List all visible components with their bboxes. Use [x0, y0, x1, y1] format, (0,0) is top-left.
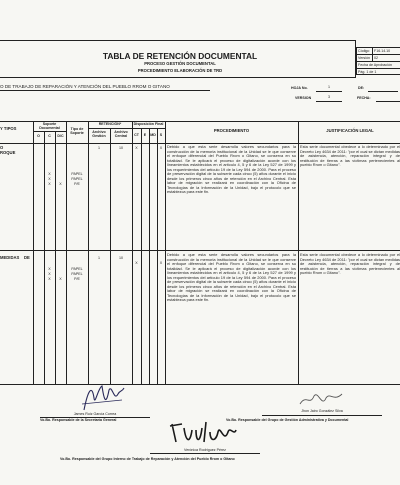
row1-mark: X: [48, 177, 51, 181]
codigo-value: F16.14.10: [374, 49, 391, 53]
col-s: S: [159, 133, 163, 137]
col-c: C: [48, 134, 51, 138]
signature-1-role: Vo.Bo. Responsable de la Secretaría General: [40, 418, 117, 422]
pagina-label: Pág. 1 de 1: [358, 70, 377, 74]
row1-soporte: P/E: [74, 182, 80, 186]
fecha2-label: FECHA:: [357, 96, 371, 100]
row2-mark: X: [48, 277, 51, 281]
col-disposicion-final: Disposición Final: [133, 122, 164, 126]
row2-gestion: 1: [98, 256, 100, 260]
col-archivo-central: Archivo Central: [114, 130, 128, 139]
signature-3-image: [166, 418, 240, 448]
row2-soporte: PAPEL: [71, 267, 83, 271]
document-title: TABLA DE RETENCIÓN DOCUMENTAL: [102, 51, 258, 61]
col-e: E: [143, 133, 147, 137]
version2-value: 3: [328, 95, 330, 99]
signature-3-name: Verónica Rodríguez Pérez: [184, 448, 226, 452]
row1-justificacion: Esta serie documental obedece a lo determinado por el Decreto Ley 4634 de 2011: "por el cual se dictan medidas de asistencia, atención, reparación integral y de restitución de tierras a las víctimas pertenecientes al pueblo Rrom o Gitano".: [300, 144, 400, 168]
col-tipos: Y TIPOS: [0, 126, 17, 131]
col-justificacion: JUSTIFICACIÓN LEGAL: [326, 128, 374, 133]
col-o: O: [37, 134, 40, 138]
version-value: 02: [374, 56, 378, 60]
row2-s: X: [159, 261, 163, 265]
hoja-label: HOJA No.: [291, 86, 308, 90]
version2-label: VERSION: [295, 96, 312, 100]
office-line: O DE TRABAJO DE REPARACIÓN Y ATENCIÓN DEL PUEBLO RROM O GITANO: [0, 84, 170, 89]
version-label: Versión: [358, 56, 370, 60]
row1-soporte: PAPEL: [71, 172, 83, 176]
col-md: MD: [150, 133, 156, 137]
col-soporte-documental: Soporte Documental: [39, 122, 60, 131]
row1-ct: X: [135, 146, 138, 150]
row2-mark: X: [59, 277, 62, 281]
row1-procedimiento: Debido a que esta serie desarrolla valores secundarios para la construcción de la memoria institucional de la Unidad se le que conserve el enfoque diferencial del Pueblo Rrom o Gitano, se conserva en su totalidad. Se le aplicará el proceso de digitalización acorde con los lineamientos establecidos en el artículo 4, 5 y 6 de la Ley 527 de 1999 y los requerimientos del artículo 19 de la Ley 594 de 2000. Para el proceso de preservación digital de la subserie cada cinco (5) años durante el inicio desde los primeros cinco años de retención en el Archivo Central. Esta labor de migración se realizará en coordinación con la Oficina de Tecnologías de la Información de la Unidad, bajo el protocolo que se establezca para este fin.: [167, 144, 296, 195]
row2-justificacion: Esta serie documental obedece a lo determinado por el Decreto Ley 4634 de 2011: "por el cual se dictan medidas de asistencia, atención, reparación integral y de restitución de tierras a las víctimas pertenecientes al pueblo Rrom o Gitano".: [300, 252, 400, 276]
document-subtitle-procedure: PROCEDIMIENTO ELABORACIÓN DE TRD: [137, 68, 223, 73]
col-archivo-gestion: Archivo Gestión: [92, 130, 106, 139]
document-subtitle-process: PROCESO GESTIÓN DOCUMENTAL: [144, 61, 216, 66]
row1-soporte: PAPEL: [71, 177, 83, 181]
de-label: DE:: [358, 86, 365, 90]
signature-1-name: James Ruiz García Correa: [73, 412, 117, 416]
col-dc: D/C: [57, 134, 64, 138]
signature-1-image: [78, 380, 128, 416]
row1-label-2: ROQUE: [0, 150, 16, 155]
row1-mark: X: [59, 182, 62, 186]
row2-label-2: DE: [24, 255, 30, 260]
signature-2-name: Jhon Jairo González Silva: [301, 409, 343, 413]
row2-procedimiento: Debido a que esta serie desarrolla valores secundarios para la construcción de la memoria institucional de la Unidad se le que conserve el enfoque diferencial del Pueblo Rrom o Gitano, se conserva en su totalidad. Se le aplicará el proceso de digitalización acorde con los lineamientos establecidos en el artículo 4, 5 y 6 de la Ley 527 de 1999 y los requerimientos del artículo 19 de la Ley 594 de 2000. Para el proceso de preservación digital de la subserie cada cinco (5) años durante el inicio desde los primeros cinco años de retención en el Archivo Central. Esta labor de migración se realizará en coordinación con la Oficina de Tecnologías de la Información de la Unidad, bajo el protocolo que se establezca para este fin.: [167, 252, 296, 303]
row1-mark: X: [48, 172, 51, 176]
row2-mark: X: [48, 272, 51, 276]
col-ct: CT: [134, 133, 139, 137]
col-tipo-soporte: Tipo de Soporte: [70, 127, 84, 136]
fecha-aprobacion-label: Fecha de Aprobación: [358, 63, 392, 67]
row2-soporte: P/E: [74, 277, 80, 281]
col-procedimiento: PROCEDIMIENTO: [213, 128, 250, 133]
row1-mark: X: [48, 182, 51, 186]
row2-soporte: PAPEL: [71, 272, 83, 276]
row2-label-1: MEDIDAS: [0, 255, 20, 260]
signature-3-role: Vo.Bo. Responsable del Grupo Interno de Trabajo de Reparación y Atención del Pueblo Rrom o Gitano: [60, 457, 235, 461]
row2-mark: X: [48, 267, 51, 271]
row1-gestion: 1: [98, 146, 100, 150]
col-retencion: RETENCIÓN*: [98, 122, 122, 126]
row1-s: X: [159, 146, 163, 150]
row2-central: 10: [119, 256, 123, 260]
signature-2-role: Vo.Bo. Responsable del Grupo de Gestión Administrativa y Documental: [226, 418, 349, 422]
row2-ct: X: [135, 261, 138, 265]
row1-central: 10: [119, 146, 123, 150]
hoja-value: 1: [328, 85, 330, 89]
row1-label-1: O: [0, 145, 4, 150]
codigo-label: Código: [358, 49, 370, 53]
